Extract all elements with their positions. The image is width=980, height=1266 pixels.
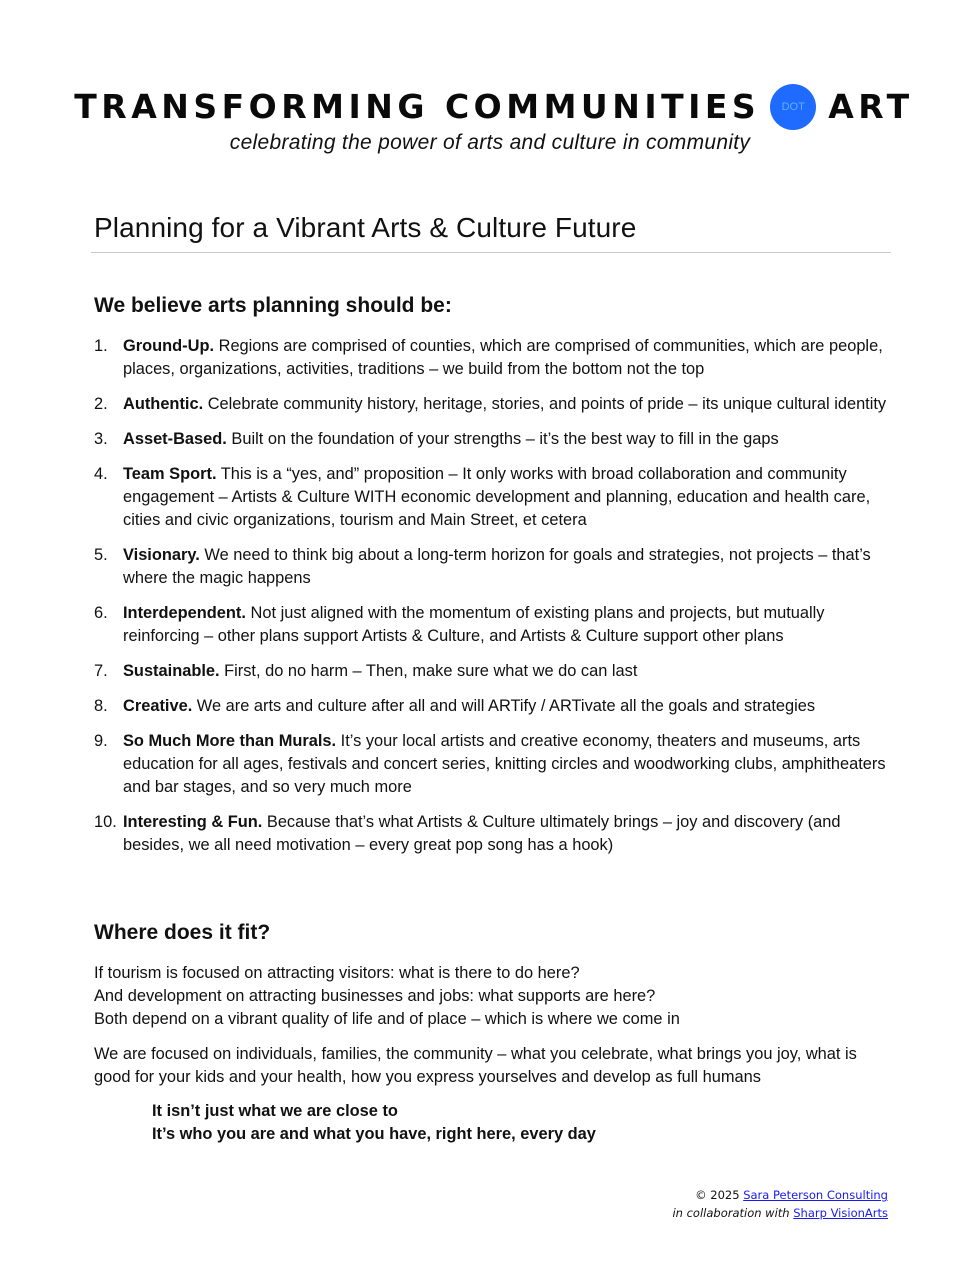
fit-heading: Where does it fit? [94, 921, 271, 944]
principle-number: 1. [94, 337, 108, 355]
principle-text: Celebrate community history, heritage, stories, and points of pride – its unique cultural identity [203, 395, 887, 413]
principle-body [123, 602, 894, 648]
principle-item [94, 602, 894, 648]
title-divider [91, 252, 891, 253]
principle-name: Interesting & Fun. [123, 813, 263, 831]
principle-text: We need to think big about a long-term horizon for goals and strategies, not projects – that’s where the magic happens [123, 546, 871, 587]
principles-list [94, 335, 894, 869]
principle-item [94, 335, 894, 381]
principle-name: Interdependent. [123, 604, 246, 622]
collaboration-text: in collaboration with [672, 1206, 794, 1220]
principle-name: Ground-Up. [123, 337, 215, 355]
dot-circle-icon: DOT [770, 84, 816, 130]
principle-item [94, 428, 894, 451]
page-title: Planning for a Vibrant Arts & Culture Future [94, 212, 637, 243]
consultant-link[interactable]: Sara Peterson Consulting [743, 1188, 888, 1202]
principle-body [123, 660, 894, 683]
principle-name: Visionary. [123, 546, 200, 564]
fit-paragraph: We are focused on individuals, families, the community – what you celebrate, what brings you joy, what is good for your kids and your health, how you express yourselves and develop as full humans [94, 1045, 857, 1086]
principle-body [123, 463, 894, 532]
fit-content [94, 962, 894, 1089]
partner-link[interactable]: Sharp VisionArts [793, 1206, 888, 1220]
principle-item [94, 463, 894, 532]
principle-text: Regions are comprised of counties, which are comprised of communities, which are people, places, organizations, activities, traditions – we build from the bottom not the top [123, 337, 883, 378]
brand-name-left: TRANSFORMING COMMUNITIES [74, 87, 761, 126]
principle-text: It’s your local artists and creative economy, theaters and museums, arts education for all ages, festivals and concert series, knitting circles and woodworking clubs, amphitheaters and bar stages, and so very much more [123, 732, 886, 796]
principle-item [94, 393, 894, 416]
principles-heading: We believe arts planning should be: [94, 294, 452, 317]
footer-credits [672, 1186, 888, 1222]
principle-name: Creative. [123, 697, 193, 715]
principle-number: 6. [94, 604, 108, 622]
principle-item [94, 730, 894, 799]
principle-name: Asset-Based. [123, 430, 227, 448]
brand-logo [0, 84, 980, 130]
principle-item [94, 544, 894, 590]
principle-name: Team Sport. [123, 465, 217, 483]
fit-line-development: And development on attracting businesses and jobs: what supports are here? [94, 987, 656, 1005]
tagline: celebrating the power of arts and culture in community [229, 131, 751, 154]
principle-number: 8. [94, 697, 108, 715]
principle-text: Built on the foundation of your strengths – it’s the best way to fill in the gaps [226, 430, 779, 448]
principle-number: 10. [94, 813, 117, 831]
callout-line-2: It’s who you are and what you have, right here, every day [152, 1125, 596, 1143]
fit-line-tourism: If tourism is focused on attracting visitors: what is there to do here? [94, 964, 580, 982]
principle-name: Sustainable. [123, 662, 220, 680]
principle-text: First, do no harm – Then, make sure what we do can last [219, 662, 638, 680]
principle-item [94, 660, 894, 683]
collaboration-line [672, 1204, 888, 1222]
principle-number: 9. [94, 732, 108, 750]
principle-item [94, 811, 894, 857]
brand-name-right: ART [828, 87, 914, 126]
principle-text: Because that’s what Artists & Culture ultimately brings – joy and discovery (and besides, we all need motivation – every great pop song has a hook) [123, 813, 841, 854]
principle-number: 5. [94, 546, 108, 564]
principle-number: 7. [94, 662, 108, 680]
principle-name: Authentic. [123, 395, 204, 413]
fit-line-quality: Both depend on a vibrant quality of life and of place – which is where we come in [94, 1010, 680, 1028]
copyright-line [672, 1186, 888, 1204]
principle-text: We are arts and culture after all and will ARTify / ARTivate all the goals and strategies [192, 697, 816, 715]
principle-number: 4. [94, 465, 108, 483]
principle-body [123, 393, 894, 416]
copyright-text: © 2025 [695, 1188, 744, 1202]
principle-body [123, 544, 894, 590]
principle-text: This is a “yes, and” proposition – It only works with broad collaboration and community engagement – Artists & Culture WITH economic development and planning, education and health care, cities and civic organizations, tourism and Main Street, et cetera [123, 465, 871, 529]
principle-item [94, 695, 894, 718]
callout-line-1: It isn’t just what we are close to [152, 1102, 398, 1120]
principle-name: So Much More than Murals. [123, 732, 337, 750]
masthead [0, 84, 980, 156]
principle-body [123, 428, 894, 451]
principle-body [123, 335, 894, 381]
callout-quote [152, 1100, 596, 1146]
principle-body [123, 730, 894, 799]
principle-body [123, 811, 894, 857]
principle-body [123, 695, 894, 718]
principle-text: Not just aligned with the momentum of existing plans and projects, but mutually reinforcing – other plans support Artists & Culture, and Artists & Culture support other plans [123, 604, 825, 645]
principle-number: 3. [94, 430, 108, 448]
principle-number: 2. [94, 395, 108, 413]
